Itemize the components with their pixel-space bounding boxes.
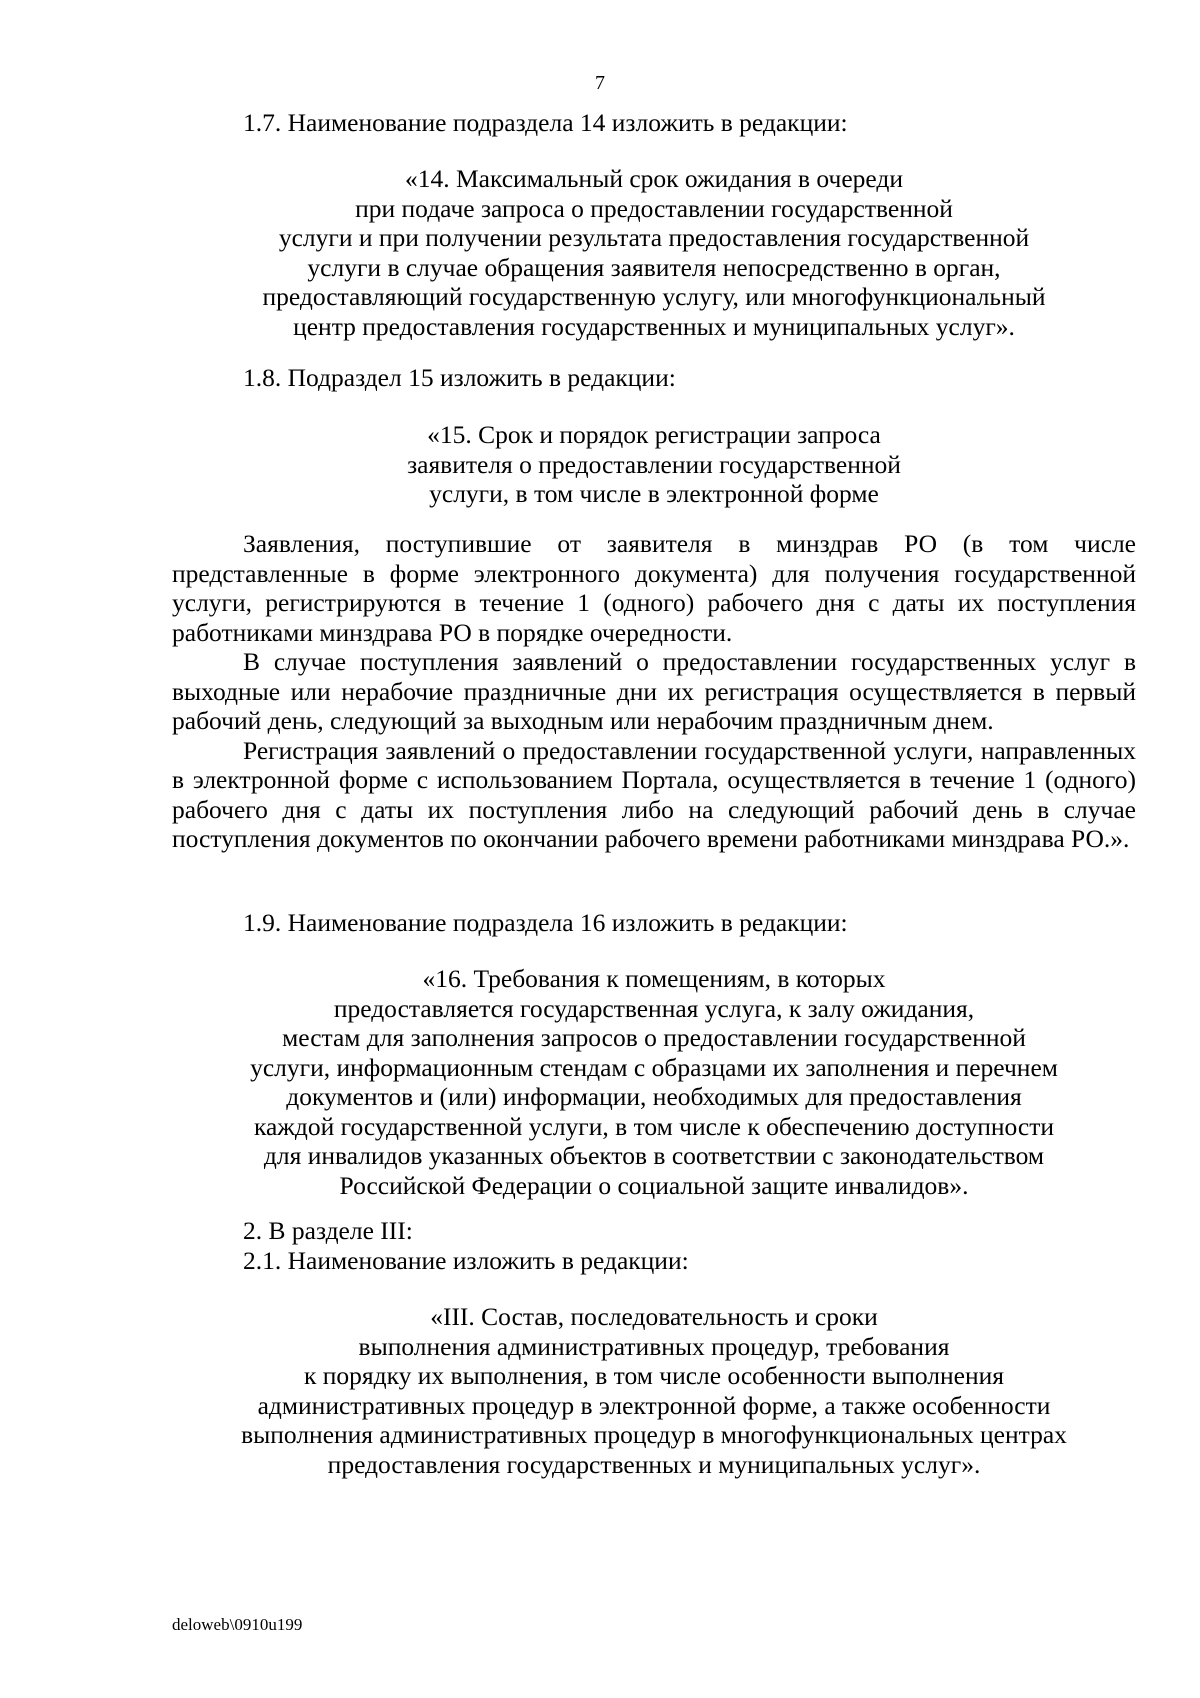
heading-16-line: «16. Требования к помещениям, в которых	[422, 964, 886, 993]
heading-16-line: предоставляется государственная услуга, к залу ожидания,	[333, 993, 975, 1023]
item-1-9: 1.9. Наименование подраздела 16 изложить в редакции:	[243, 908, 848, 937]
item-1-8: 1.8. Подраздел 15 изложить в редакции:	[243, 363, 676, 392]
heading-15-line: услуги, в том числе в электронной форме	[429, 479, 879, 508]
heading-section-3	[172, 1302, 1136, 1479]
heading-16-line: местам для заполнения запросов о предоставлении государственной	[282, 1023, 1026, 1052]
heading-16-line: документов и (или) информации, необходимых для предоставления	[286, 1082, 1022, 1111]
heading-3-line: предоставления государственных и муниципальных услуг».	[327, 1449, 981, 1479]
heading-15	[172, 420, 1136, 509]
heading-14-line: при подаче запроса о предоставлении государственной	[355, 193, 953, 223]
heading-3-line: к порядку их выполнения, в том числе особенности выполнения	[304, 1361, 1004, 1390]
heading-16	[172, 964, 1136, 1200]
heading-16-line: услуги, информационным стендам с образцами их заполнения и перечнем	[250, 1052, 1058, 1082]
heading-15-line: заявителя о предоставлении государственной	[407, 449, 901, 479]
body-paragraph: В случае поступления заявлений о предоставлении государственных услуг в выходные или нерабочие праздничные дни их регистрация осуществляется в первый рабочий день, следующий за выходным или нерабочим праздничным днем.	[172, 647, 1136, 735]
item-2-1: 2.1. Наименование изложить в редакции:	[243, 1245, 689, 1275]
heading-16-line: каждой государственной услуги, в том числе к обеспечению доступности	[253, 1111, 1055, 1141]
body-paragraph: Регистрация заявлений о предоставлении государственной услуги, направленных в электронной форме с использованием Портала, осуществляется в течение 1 (одного) рабочего дня с даты их поступления либо на следующий рабочий день в случае поступления документов по окончании рабочего времени работниками минздрава РО.».	[172, 735, 1136, 853]
heading-14	[172, 164, 1136, 341]
body-paragraph: Заявления, поступившие от заявителя в минздрав РО (в том числе представленные в форме электронного документа) для получения государственной услуги, регистрируются в течение 1 (одного) рабочего дня с даты их поступления работниками минздрава РО в порядке очередности.	[172, 529, 1136, 647]
section-2	[172, 1216, 1136, 1275]
heading-3-line: выполнения административных процедур в многофункциональных центрах	[241, 1420, 1067, 1449]
heading-14-line: центр предоставления государственных и муниципальных услуг».	[293, 311, 1015, 341]
heading-16-line: Российской Федерации о социальной защите инвалидов».	[339, 1170, 969, 1200]
heading-3-line: выполнения административных процедур, требования	[358, 1331, 950, 1361]
document-code: deloweb\0910u199	[172, 1615, 303, 1634]
heading-14-line: услуги в случае обращения заявителя непосредственно в орган,	[307, 252, 1001, 282]
heading-14-line: услуги и при получении результата предоставления государственной	[278, 223, 1030, 252]
heading-14-line: предоставляющий государственную услугу, или многофункциональный	[262, 282, 1046, 311]
heading-3-line: «III. Состав, последовательность и сроки	[430, 1302, 878, 1331]
heading-3-line: административных процедур в электронной форме, а также особенности	[257, 1390, 1051, 1420]
item-2: 2. В разделе III:	[243, 1216, 413, 1245]
heading-15-line: «15. Срок и порядок регистрации запроса	[427, 420, 881, 449]
page-number: 7	[595, 72, 605, 94]
item-1-7: 1.7. Наименование подраздела 14 изложить в редакции:	[243, 108, 848, 137]
heading-14-line: «14. Максимальный срок ожидания в очереди	[404, 164, 904, 193]
heading-16-line: для инвалидов указанных объектов в соответствии с законодательством	[263, 1141, 1045, 1170]
section-15-body	[172, 529, 1136, 854]
